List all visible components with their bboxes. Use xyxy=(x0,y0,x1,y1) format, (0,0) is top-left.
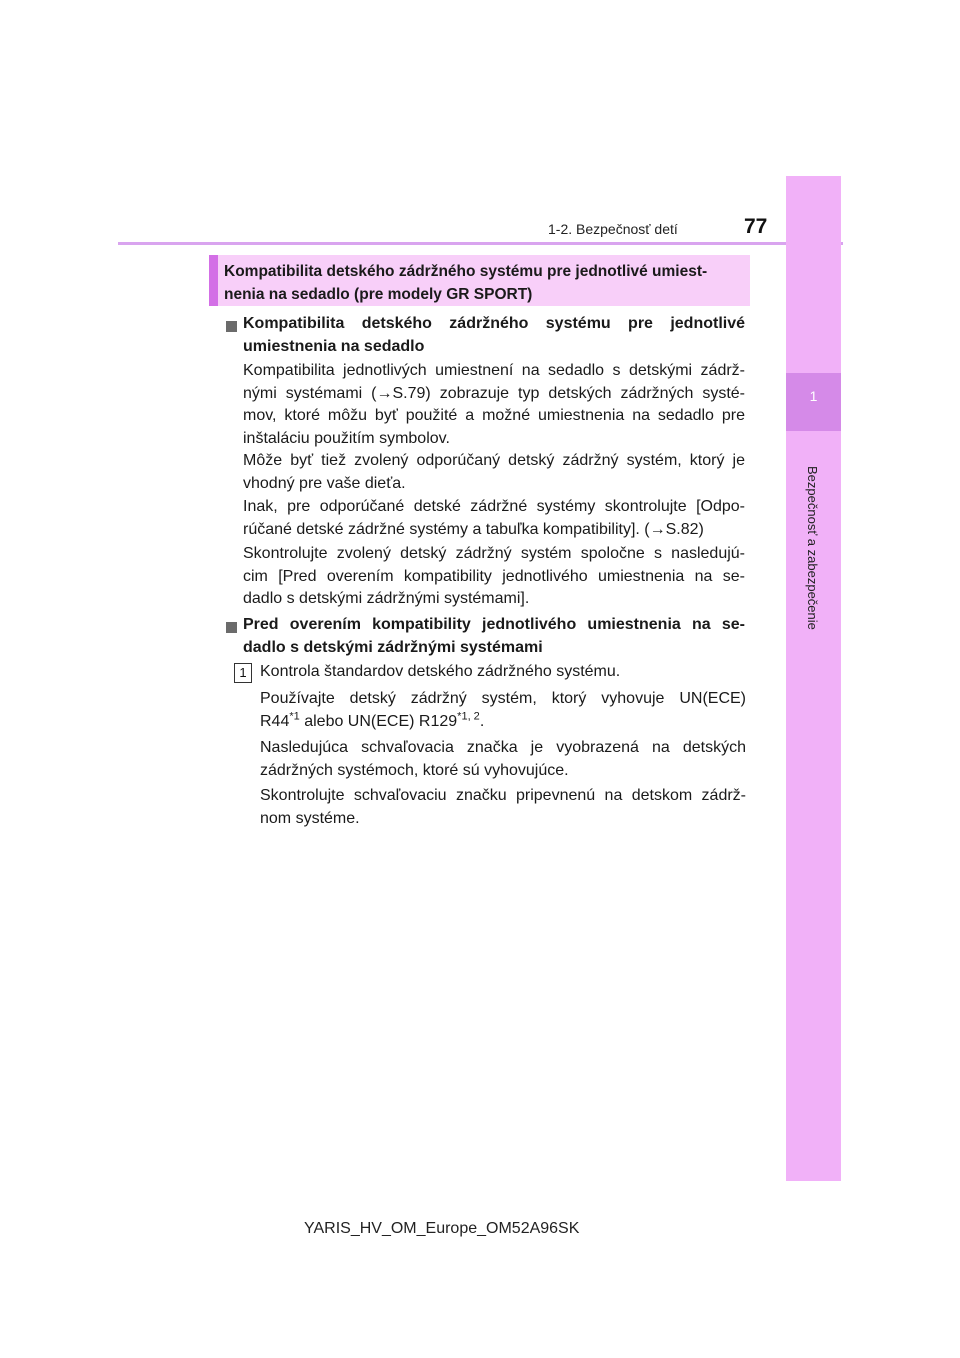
section-heading-line: nenia na sedadlo (pre modely GR SPORT) xyxy=(224,286,533,303)
paragraph-standards xyxy=(260,688,746,733)
paragraph-line: Používajte detský zádržný systém, ktorý vyhovuje UN(ECE) xyxy=(260,690,746,707)
subheading-line: Pred overením kompatibility jednotlivého umiestnenia na se- xyxy=(243,616,745,633)
section-heading-text xyxy=(224,260,746,306)
paragraph-line: inštaláciu použitím symbolov. xyxy=(243,429,450,447)
subheading-line: umiestnenia na sedadlo xyxy=(243,337,425,355)
paragraph-line: Môže byť tiež zvolený odporúčaný detský zádržný systém, ktorý je xyxy=(243,452,745,469)
subheading-line: dadlo s detskými zádržnými systémami xyxy=(243,638,543,656)
section-title: 1-2. Bezpečnosť detí xyxy=(548,221,678,237)
chapter-number: 1 xyxy=(809,388,818,404)
paragraph-line: Skontrolujte zvolený detský zádržný systém spoločne s nasledujú- xyxy=(243,545,745,562)
page-number: 77 xyxy=(744,215,768,238)
bullet-square-icon xyxy=(226,321,237,332)
chapter-side-tab xyxy=(786,176,841,1181)
paragraph-line: vhodný pre vaše dieťa. xyxy=(243,474,406,492)
section-heading-accent xyxy=(209,255,218,306)
footnote-marker: *1 xyxy=(289,710,300,723)
sentence-end: . xyxy=(479,712,485,730)
section-heading-line: Kompatibilita detského zádržného systému pre jednotlivé umiest- xyxy=(224,263,708,280)
standard-r129-text: alebo UN(ECE) R129 xyxy=(299,712,458,730)
paragraph-check-selected xyxy=(243,543,745,611)
document-code: YARIS_HV_OM_Europe_OM52A96SK xyxy=(304,1220,580,1237)
header-divider xyxy=(118,242,843,245)
step-number-box: 1 xyxy=(234,663,252,683)
paragraph-line: Inak, pre odporúčané detské zádržné systémy skontrolujte [Odpo- xyxy=(243,498,745,515)
paragraph-line: cim [Pred overením kompatibility jednotlivého umiestnenia na se- xyxy=(243,567,745,585)
standard-r44: R44 xyxy=(260,712,290,730)
paragraph-line: zádržných systémoch, ktoré sú vyhovujúce. xyxy=(260,761,569,779)
step-text: Kontrola štandardov detského zádržného systému. xyxy=(260,663,621,680)
subheading-before-verification xyxy=(243,614,745,659)
subheading-line: Kompatibilita detského zádržného systému pre jednotlivé xyxy=(243,315,745,332)
paragraph-line: Nasledujúca schvaľovacia značka je vyobrazená na detských xyxy=(260,739,746,756)
paragraph-line xyxy=(260,711,746,734)
paragraph-line: nom systéme. xyxy=(260,809,360,827)
subheading-compatibility xyxy=(243,313,745,358)
paragraph-line: dadlo s detskými zádržnými systémami]. xyxy=(243,590,530,607)
paragraph-compatibility-intro xyxy=(243,360,745,495)
paragraph-line: Kompatibilita jednotlivých umiestnení na sedadlo s detskými zádrž- xyxy=(243,362,745,379)
paragraph-check-mark xyxy=(260,785,746,830)
paragraph-line: mov, ktoré môžu byť použité a možné umiestnenia na sedadlo pre xyxy=(243,407,745,424)
paragraph-line: rúčané detské zádržné systémy a tabuľka kompatibility]. (→S.82) xyxy=(243,520,704,538)
paragraph-approval-mark xyxy=(260,737,746,782)
bullet-square-icon xyxy=(226,622,237,633)
paragraph-line: nými systémami (→S.79) zobrazuje typ detských zádržných systé- xyxy=(243,384,745,402)
chapter-label: Bezpečnosť a zabezpečenie xyxy=(805,466,820,630)
footnote-marker: *1, 2 xyxy=(457,710,480,723)
paragraph-recommended xyxy=(243,496,745,541)
paragraph-line: Skontrolujte schvaľovaciu značku pripevnenú na detskom zádrž- xyxy=(260,787,746,804)
